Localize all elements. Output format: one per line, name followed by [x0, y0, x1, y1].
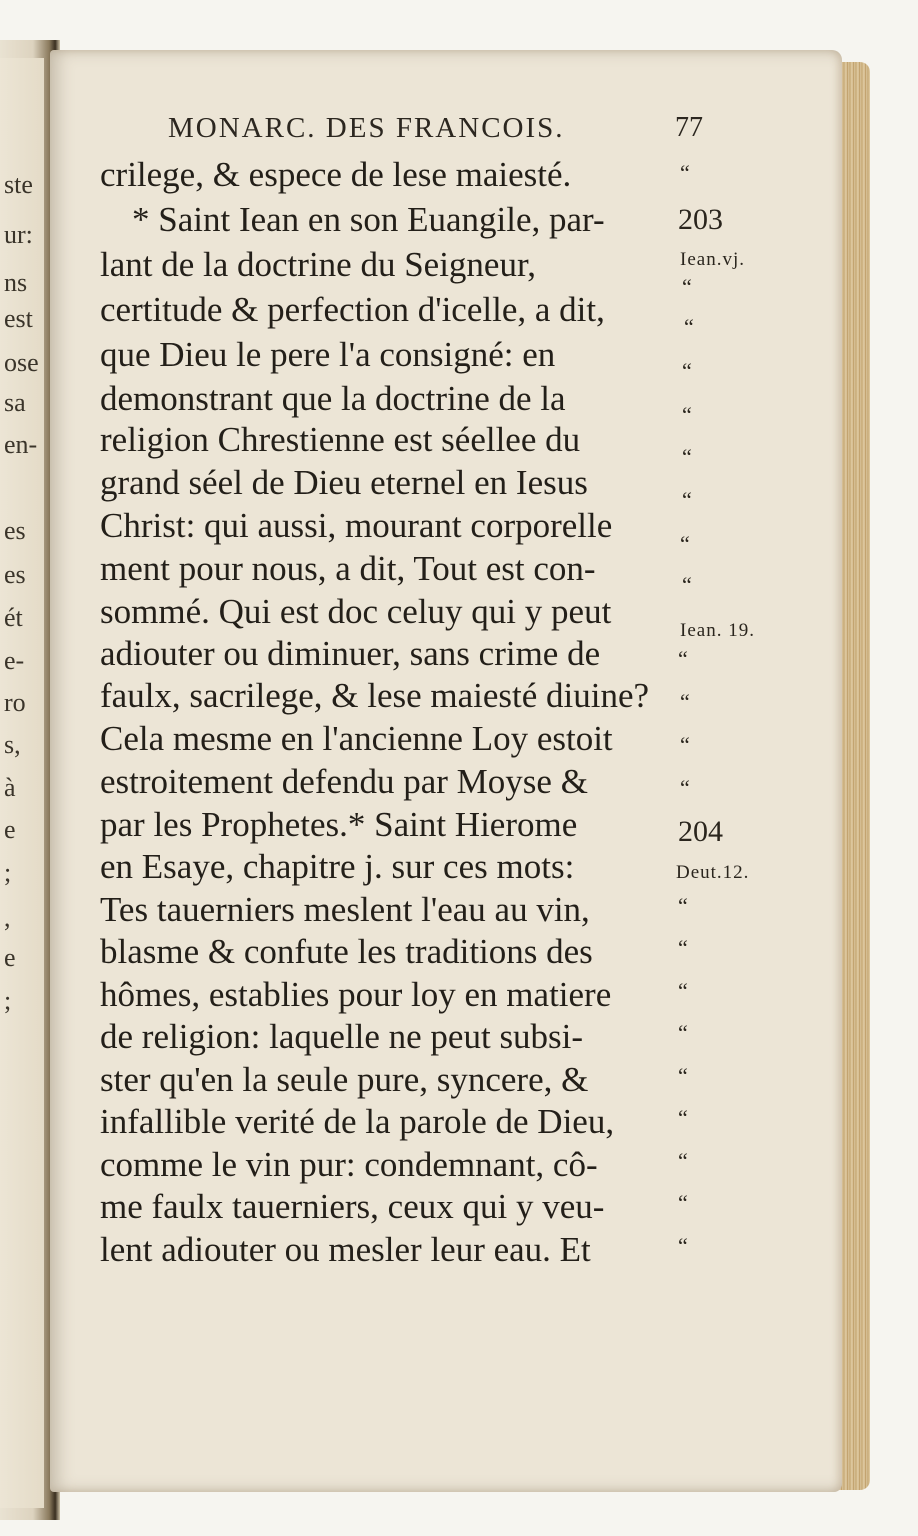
marginal-quote-mark: “	[682, 572, 692, 597]
marginal-quote-mark: “	[678, 1063, 688, 1088]
marginal-quote-mark: “	[678, 978, 688, 1003]
left-page-fragment: ;	[4, 986, 12, 1015]
marginal-quote-mark: “	[680, 775, 690, 800]
body-line: Christ: qui aussi, mourant corporelle	[100, 506, 613, 545]
marginal-quote-mark: “	[678, 1233, 688, 1258]
marginal-reference-204: 204	[678, 815, 723, 848]
marginal-reference-203: 203	[678, 203, 723, 236]
left-page-fragment: ur:	[4, 220, 33, 249]
marginal-quote-mark: “	[678, 1105, 688, 1130]
left-page-fragment: ét	[4, 603, 23, 632]
marginal-quote-mark: “	[680, 732, 690, 757]
body-line: grand séel de Dieu eternel en Iesus	[100, 463, 588, 502]
body-line: religion Chrestienne est séellee du	[100, 420, 581, 459]
marginal-quote-mark: “	[682, 487, 692, 512]
body-line: demonstrant que la doctrine de la	[100, 379, 566, 418]
left-page-fragment: sa	[4, 388, 26, 417]
left-page-fragment: e	[4, 943, 16, 972]
left-page-fragment: ,	[4, 903, 11, 932]
page-number: 77	[675, 112, 703, 143]
marginal-quote-mark: “	[682, 402, 692, 427]
marginal-quote-mark: “	[680, 689, 690, 714]
left-page-fragment: ose	[4, 348, 39, 377]
marginal-quote-mark: “	[678, 646, 688, 671]
left-page-fragment: es	[4, 516, 26, 545]
left-page-fragment: e	[4, 815, 16, 844]
left-page-fragment: e-	[4, 646, 25, 675]
marginal-quote-mark: “	[680, 160, 690, 185]
body-line: que Dieu le pere l'a consigné: en	[100, 335, 556, 374]
left-page-fragment: ns	[4, 268, 28, 297]
body-line: comme le vin pur: condemnant, cô-	[100, 1145, 598, 1184]
body-line: en Esaye, chapitre j. sur ces mots:	[100, 847, 575, 886]
left-page-fragment: s,	[4, 730, 21, 759]
body-line: de religion: laquelle ne peut subsi-	[100, 1017, 584, 1056]
marginal-quote-mark: “	[684, 314, 694, 339]
body-line: crilege, & espece de lese maiesté.	[100, 155, 572, 194]
left-page-fragment: ;	[4, 858, 12, 887]
marginal-quote-mark: “	[678, 1148, 688, 1173]
marginal-quote-mark: “	[678, 1190, 688, 1215]
body-line: lent adiouter ou mesler leur eau. Et	[100, 1230, 591, 1269]
marginal-reference-deut-12: Deut.12.	[676, 862, 750, 883]
marginal-quote-mark: “	[682, 358, 692, 383]
left-page-fragment: en-	[4, 430, 38, 459]
left-page-fragment: es	[4, 560, 26, 589]
body-line: Cela mesme en l'ancienne Loy estoit	[100, 719, 613, 758]
body-line: sommé. Qui est doc celuy qui y peut	[100, 592, 612, 631]
marginal-quote-mark: “	[678, 935, 688, 960]
body-line: lant de la doctrine du Seigneur,	[100, 245, 536, 284]
marginal-reference-iean-vj: Iean.vj.	[680, 249, 745, 270]
body-line: par les Prophetes.* Saint Hierome	[100, 805, 578, 844]
body-line: certitude & perfection d'icelle, a dit,	[100, 290, 605, 329]
body-line: adiouter ou diminuer, sans crime de	[100, 634, 601, 673]
left-page-edge	[0, 58, 44, 1508]
left-page-fragment: ro	[4, 688, 26, 717]
left-page-fragment: est	[4, 304, 33, 333]
body-line: me faulx tauerniers, ceux qui y veu-	[100, 1187, 605, 1226]
marginal-reference-iean-19: Iean. 19.	[680, 620, 755, 641]
body-line: * Saint Iean en son Euangile, par-	[132, 200, 605, 239]
body-line: hômes, establies pour loy en matiere	[100, 975, 612, 1014]
left-page-fragment: ste	[4, 170, 33, 199]
marginal-quote-mark: “	[678, 1020, 688, 1045]
body-line: infallible verité de la parole de Dieu,	[100, 1102, 615, 1141]
body-line: ment pour nous, a dit, Tout est con-	[100, 549, 596, 588]
body-line: ster qu'en la seule pure, syncere, &	[100, 1060, 589, 1099]
body-line: blasme & confute les traditions des	[100, 932, 593, 971]
marginal-quote-mark: “	[678, 893, 688, 918]
marginal-quote-mark: “	[680, 531, 690, 556]
marginal-quote-mark: “	[682, 444, 692, 469]
running-title: MONARC. DES FRANCOIS.	[168, 112, 565, 144]
body-line: estroitement defendu par Moyse &	[100, 762, 588, 801]
marginal-quote-mark: “	[682, 274, 692, 299]
body-line: Tes tauerniers meslent l'eau au vin,	[100, 890, 590, 929]
body-line: faulx, sacrilege, & lese maiesté diuine?	[100, 676, 650, 715]
left-page-fragment: à	[4, 773, 16, 802]
